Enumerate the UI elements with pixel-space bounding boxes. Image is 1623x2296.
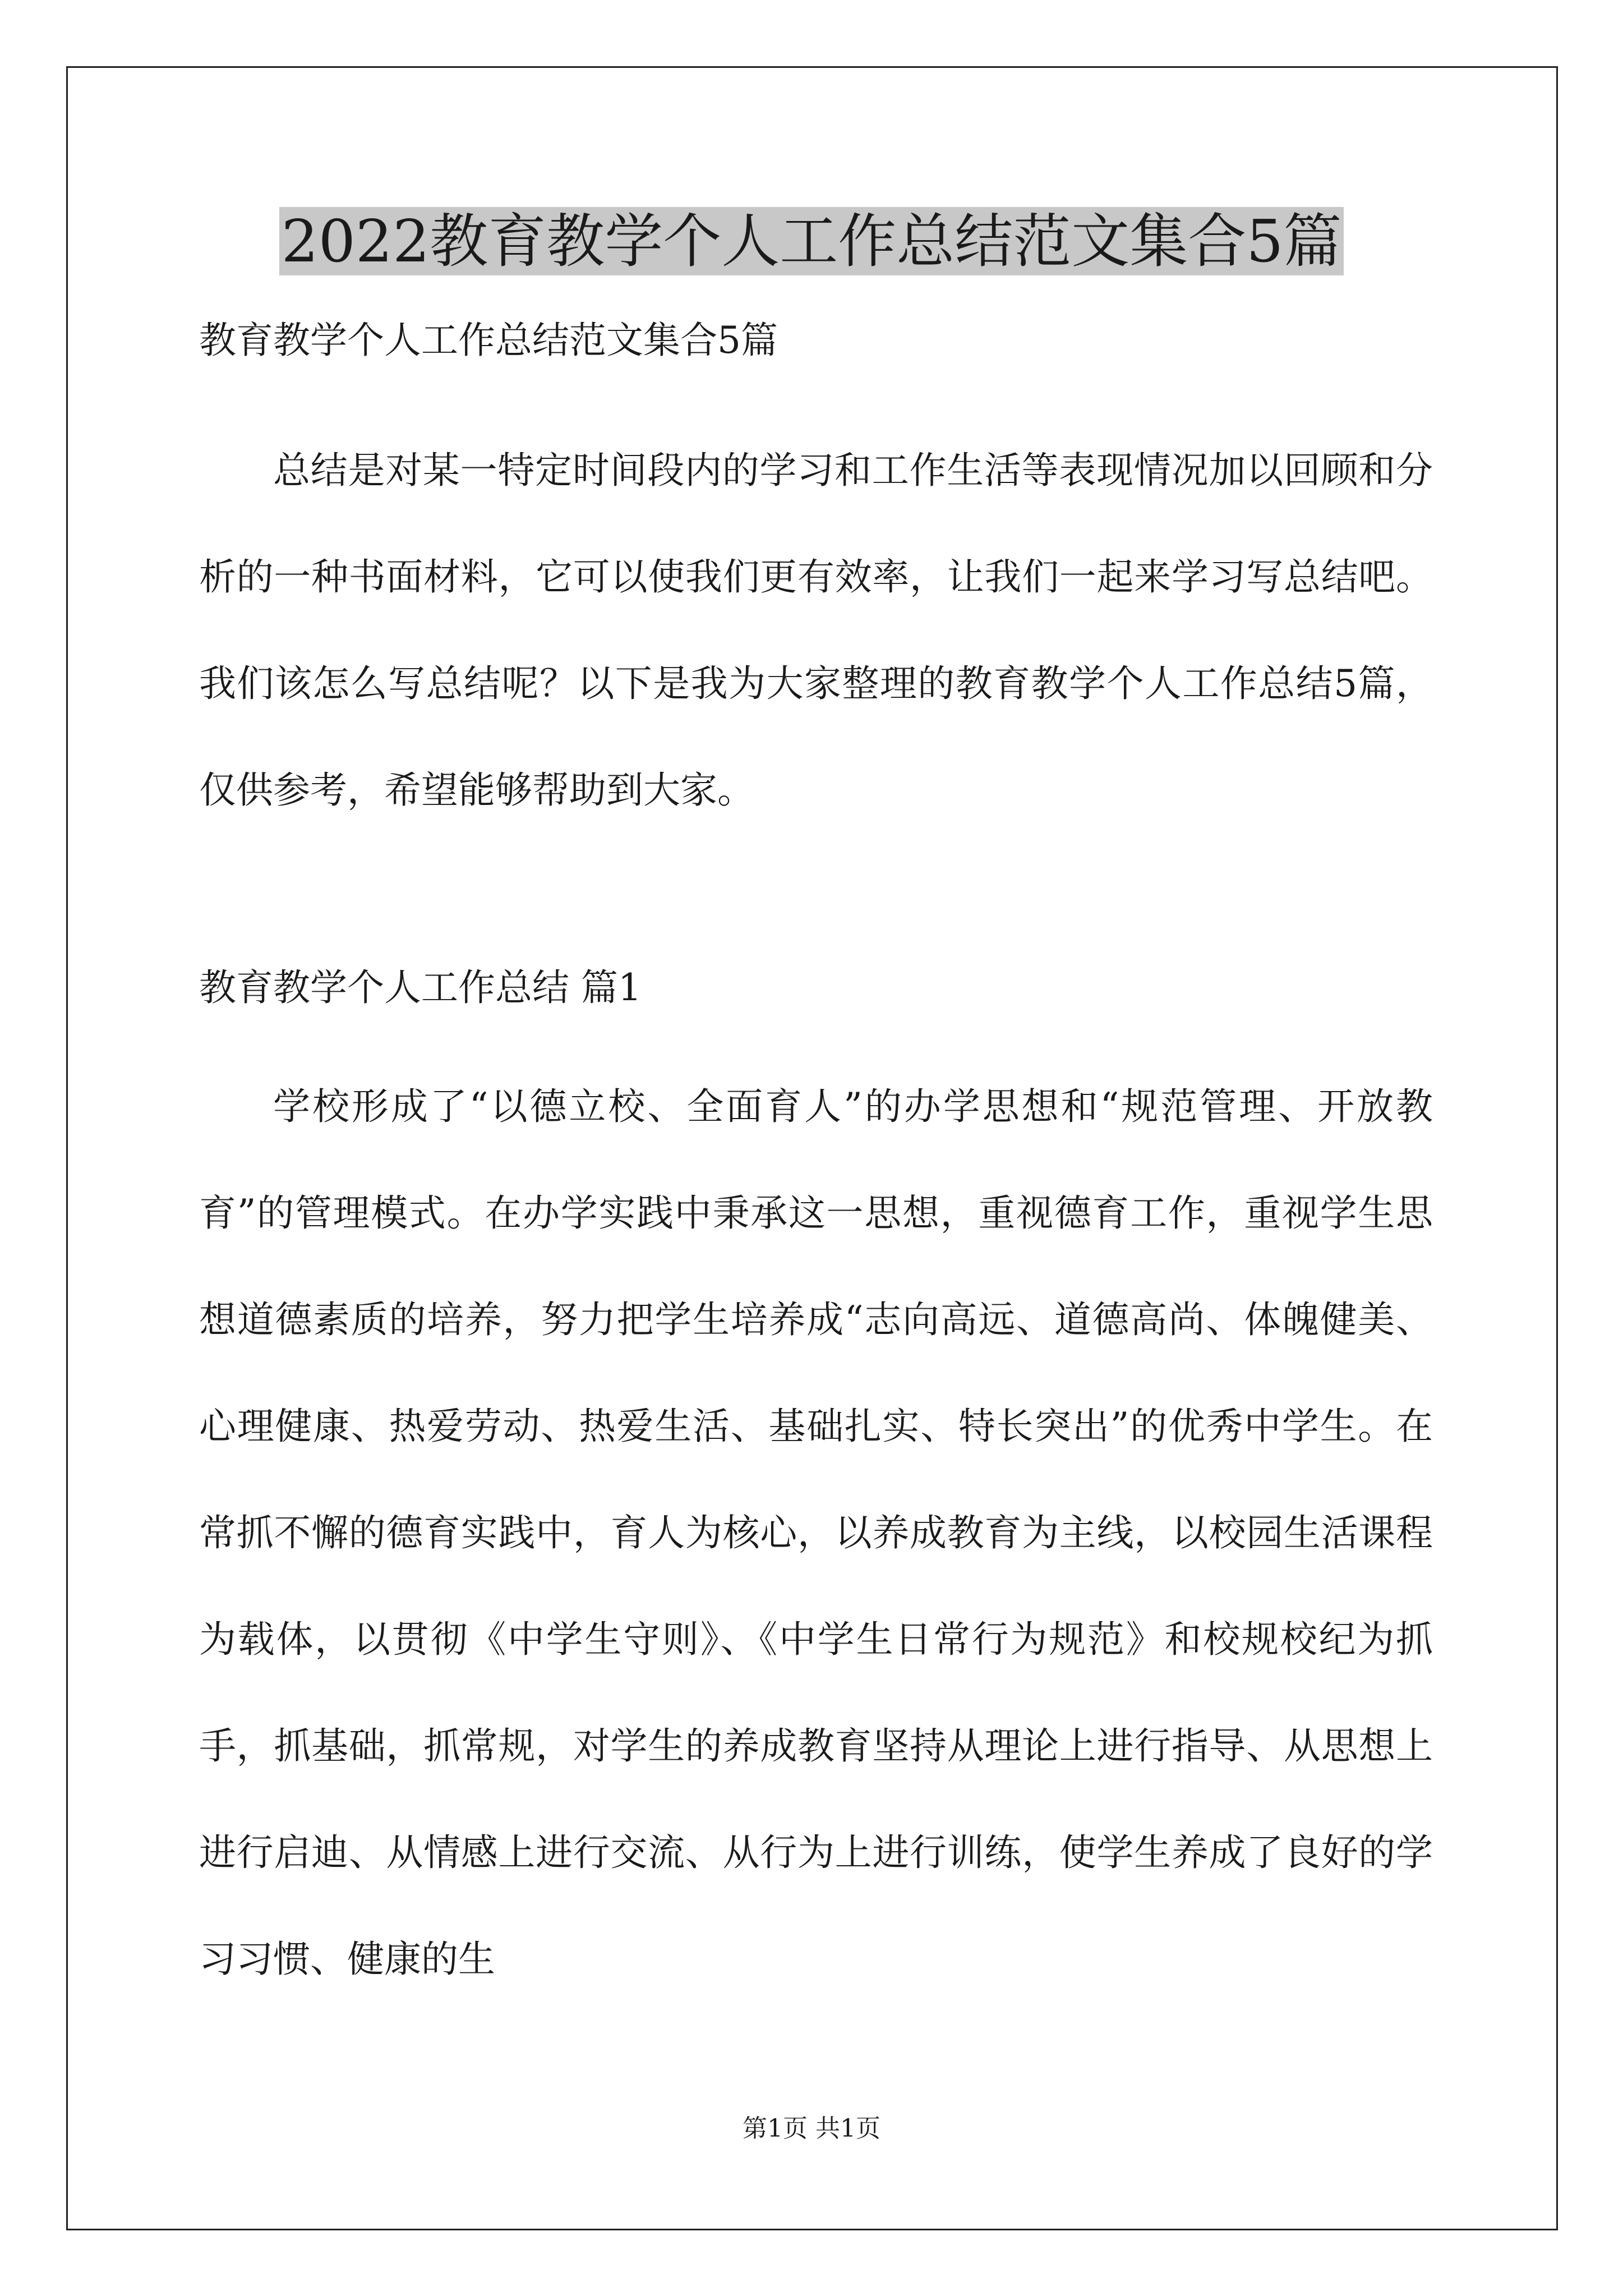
intro-paragraph: 总结是对某一特定时间段内的学习和工作生活等表现情况加以回顾和分析的一种书面材料，它可以使我们更有效率，让我们一起来学习写总结吧。我们该怎么写总结呢？以下是我为大家整理的教育教学个人工作总结5篇，仅供参考，希望能够帮助到大家。	[199, 449, 1433, 812]
section-paragraph: 学校形成了“以德立校、全面育人”的办学思想和“规范管理、开放教育”的管理模式。在办学实践中秉承这一思想，重视德育工作，重视学生思想道德素质的培养，努力把学生培养成“志向高远、道德高尚、体魄健美、心理健康、热爱劳动、热爱生活、基础扎实、特长突出”的优秀中学生。在常抓不懈的德育实践中，育人为核心，以养成教育为主线，以校园生活课程为载体，以贯彻《中学生守则》、《中学生日常行为规范》和校规校纪为抓手，抓基础，抓常规，对学生的养成教育坚持从理论上进行指导、从思想上进行启迪、从情感上进行交流、从行为上进行训练，使学生养成了良好的学习习惯、健康的生	[199, 1085, 1433, 1981]
document-body	[199, 314, 1433, 2013]
section-heading: 教育教学个人工作总结 篇1	[199, 966, 642, 1009]
document-title-text: 2022教育教学个人工作总结范文集合5篇	[279, 207, 1344, 275]
page-footer: 第1页 共1页	[743, 2114, 880, 2143]
document-subtitle: 教育教学个人工作总结范文集合5篇	[199, 319, 778, 362]
document-title	[0, 202, 1623, 280]
